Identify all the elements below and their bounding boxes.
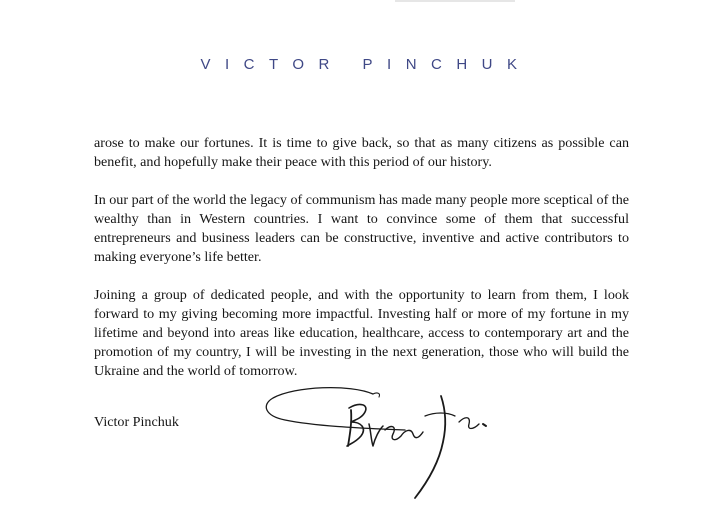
paragraph-2: In our part of the world the legacy of communism has made many people more sceptical of the wealthy than in Western countries. I want to convince some of them that successful entrepreneurs and business leaders can be constructive, inventive and active contributors to making everyone’s life better. bbox=[94, 192, 629, 265]
letter-body bbox=[94, 134, 629, 400]
handwritten-signature bbox=[255, 372, 515, 512]
paragraph-3: Joining a group of dedicated people, and with the opportunity to learn from them, I look forward to my giving becoming more impactful. Investing half or more of my fortune in my lifetime and beyond into areas like education, healthcare, access to contemporary art and the promotion of my country, I will be investing in the next generation, those who will build the Ukraine and the world of tomorrow. bbox=[94, 287, 629, 379]
paragraph-1: arose to make our fortunes. It is time to give back, so that as many citizens as possible can benefit, and hopefully make their peace with this period of our history. bbox=[94, 135, 629, 170]
top-divider bbox=[395, 0, 515, 2]
signatory-name: Victor Pinchuk bbox=[94, 414, 179, 430]
letterhead-name: VICTOR PINCHUK bbox=[200, 56, 532, 73]
